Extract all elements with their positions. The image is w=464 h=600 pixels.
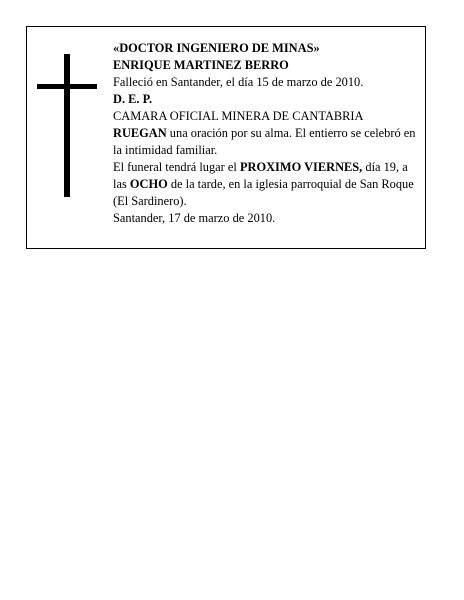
funeral-paragraph: El funeral tendrá lugar el PROXIMO VIERNES, día 19, a las OCHO de la tarde, en la iglesia parroquial de San Roque (El Sardinero). xyxy=(113,160,414,208)
request-verb: RUEGAN xyxy=(113,126,167,140)
cross-horizontal-bar xyxy=(37,84,97,89)
obituary-notice xyxy=(26,26,426,249)
deceased-name: ENRIQUE MARTINEZ BERRO xyxy=(113,58,289,72)
place-date: Santander, 17 de marzo de 2010. xyxy=(113,211,276,225)
organization-name: CAMARA OFICIAL MINERA DE CANTABRIA xyxy=(113,109,364,123)
notice-title: «DOCTOR INGENIERO DE MINAS» xyxy=(113,41,320,55)
death-info: Falleció en Santander, el día 15 de marzo de 2010. xyxy=(113,75,364,89)
cross-vertical-bar xyxy=(64,54,70,197)
funeral-day: PROXIMO VIERNES, xyxy=(239,160,363,174)
request-text: una oración por su alma. El entierro se celebró en la intimidad familiar. xyxy=(113,126,416,157)
dep-line: D. E. P. xyxy=(113,92,153,106)
notice-text xyxy=(113,40,423,227)
funeral-hour: OCHO xyxy=(129,177,168,191)
request-paragraph xyxy=(113,125,423,159)
cross-icon xyxy=(37,54,97,197)
